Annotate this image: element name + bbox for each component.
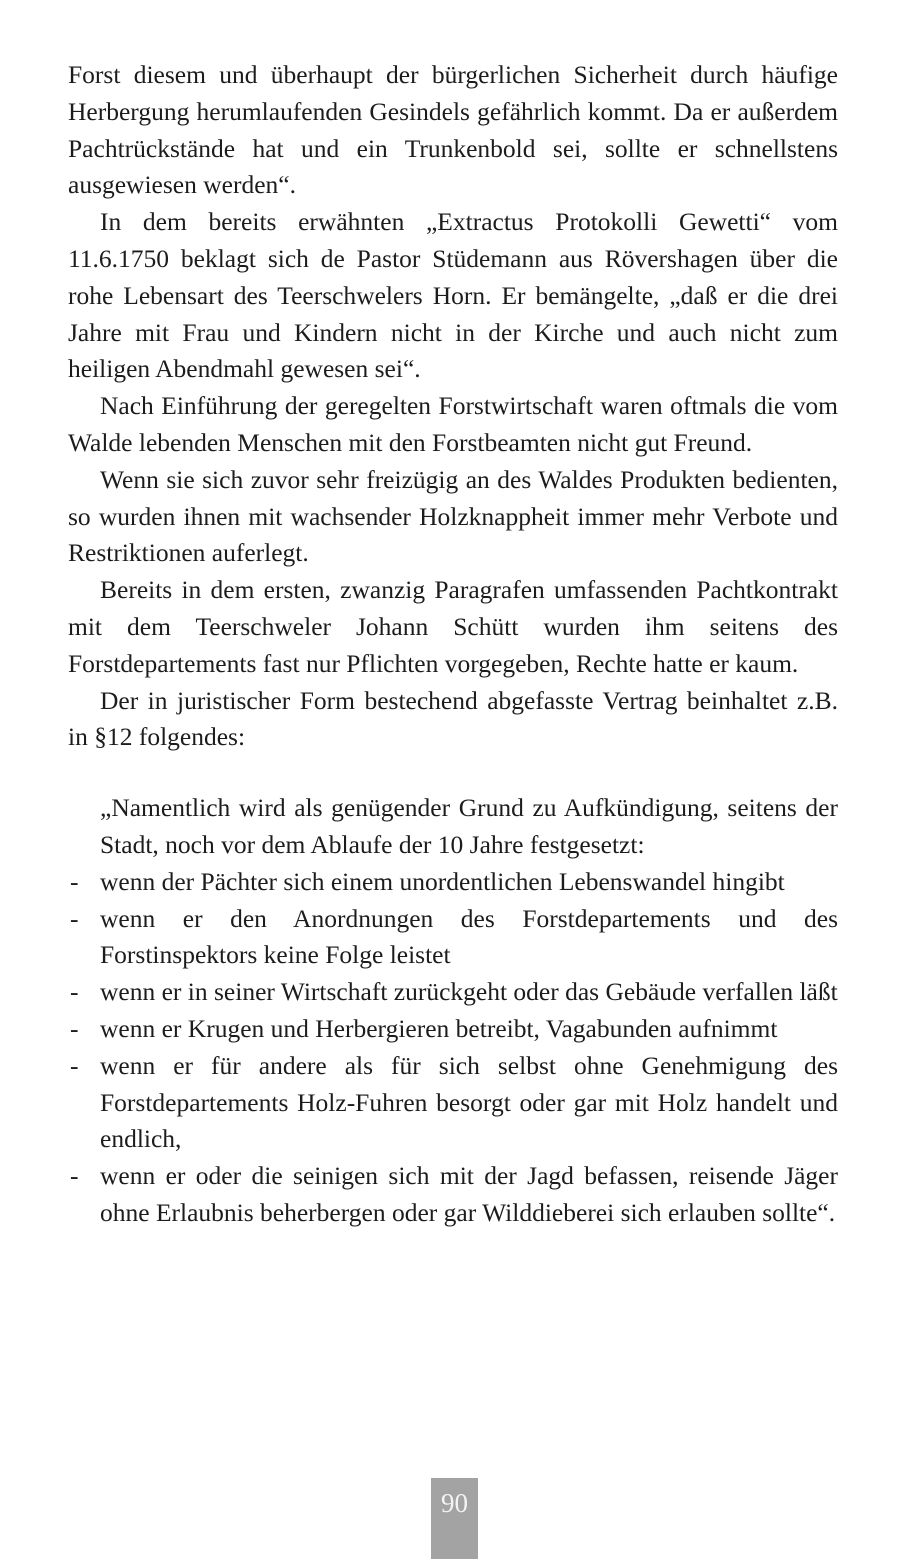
list-item: [68, 1011, 838, 1048]
page-number: 90: [431, 1478, 478, 1559]
paragraph-forestry-introduction: Nach Einführung der geregelten Forstwirtschaft waren oftmals die vom Walde lebenden Menschen mit den Forstbeamten nicht gut Freund.: [68, 391, 838, 457]
termination-conditions-list: [68, 864, 838, 1232]
dash-marker: -: [70, 903, 79, 933]
paragraph-contract-clause: Der in juristischer Form bestechend abgefasste Vertrag beinhaltet z.B. in §12 folgendes:: [68, 685, 838, 752]
paragraph-pastor-complaint: In dem bereits erwähnten „Extractus Protokolli Gewetti“ vom 11.6.1750 beklagt sich de Pastor Stüdemann aus Rövershagen über die rohe Lebensart des Teerschwelers Horn. Er bemängelte, „daß er die drei Jahre mit Frau und Kindern nicht in der Kirche und auch nicht zum heiligen Abendmahl gewesen sei“.: [68, 207, 838, 384]
dash-marker: -: [70, 977, 79, 1007]
list-item: [68, 1158, 838, 1232]
dash-marker: -: [70, 1161, 79, 1191]
dash-marker: -: [70, 866, 79, 896]
list-item-text: wenn er oder die seinigen sich mit der Jagd befassen, reisende Jäger ohne Erlaubnis beherbergen oder gar Wilddieberei sich erlauben sollte“.: [100, 1161, 838, 1227]
paragraph-continued: Forst diesem und überhaupt der bürgerlichen Sicherheit durch häufige Herbergung herumlaufenden Gesindels gefährlich kommt. Da er außerdem Pachtrückstände hat und ein Trunkenbold sei, sollte er schnellstens ausgewiesen werden“.: [68, 60, 838, 200]
list-item-text: wenn er für andere als für sich selbst ohne Genehmigung des Forstdepartements Holz-Fuhren besorgt oder gar mit Holz handelt und endlich,: [100, 1050, 838, 1154]
quote-intro: „Namentlich wird als genügender Grund zu Aufkündigung, seitens der Stadt, noch vor dem Ablaufe der 10 Jahre festgesetzt:: [100, 793, 838, 859]
page-body: [68, 57, 838, 1232]
list-item: [68, 974, 838, 1011]
list-item-text: wenn er den Anordnungen des Forstdepartements und des Forstinspektors keine Folge leistet: [100, 903, 838, 970]
paragraph-lease-contract: Bereits in dem ersten, zwanzig Paragrafen umfassenden Pachtkontrakt mit dem Teerschweler Johann Schütt wurden ihm seitens des Forstdepartements fast nur Pflichten vorgegeben, Rechte hatte er kaum.: [68, 575, 838, 678]
dash-marker: -: [70, 1013, 79, 1043]
list-item-text: wenn er Krugen und Herbergieren betreibt, Vagabunden aufnimmt: [100, 1013, 778, 1043]
list-item-text: wenn er in seiner Wirtschaft zurückgeht oder das Gebäude verfallen läßt: [100, 977, 838, 1007]
list-item: [68, 864, 838, 901]
list-item: [68, 1048, 838, 1158]
list-item: [68, 901, 838, 975]
dash-marker: -: [70, 1050, 79, 1080]
paragraph-restrictions: Wenn sie sich zuvor sehr freizügig an des Waldes Produkten bedienten, so wurden ihnen mit wachsender Holzknappheit immer mehr Verbote und Restriktionen auferlegt.: [68, 464, 838, 568]
list-item-text: wenn der Pächter sich einem unordentlichen Lebenswandel hingibt: [100, 866, 785, 896]
contract-quote: [68, 790, 838, 1232]
